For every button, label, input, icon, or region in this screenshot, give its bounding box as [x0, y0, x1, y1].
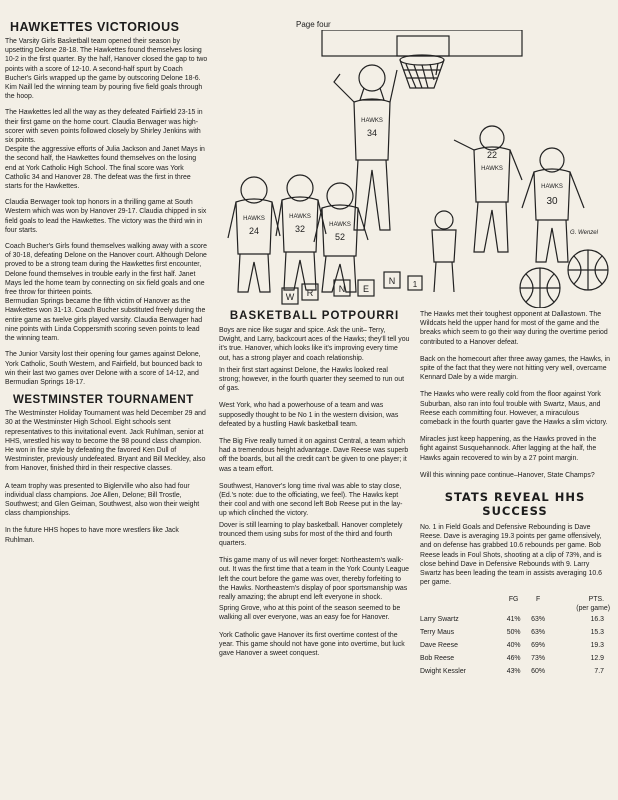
table-row [420, 626, 610, 639]
jersey-number: 22 [486, 150, 498, 160]
left-column [5, 20, 208, 553]
player-fg: 46% [506, 655, 521, 663]
player-name: Terry Maus [420, 629, 455, 637]
stats-header-f: F [535, 596, 541, 604]
right-column [420, 310, 610, 678]
jersey-number: 52 [334, 232, 346, 242]
backboard [322, 30, 522, 56]
jersey-text: HAWKS [361, 118, 383, 124]
player-name: Larry Swartz [420, 616, 459, 624]
game-recap-paragraph: Back on the homecourt after three away games, the Hawks, in spite of the fact that they were not hitting very well, overcame Kennard Dale by a wide margin. [420, 355, 610, 382]
toy-block-letter: N [388, 276, 396, 286]
stats-header-pts: PTS. [588, 596, 604, 604]
player-f: 63% [531, 616, 545, 624]
toy-block-letter: 1 [412, 280, 418, 289]
hawkettes-paragraph: The Varsity Girls Basketball team opened their season by upsetting Delone 28-18. The Hawkettes found themselves losing 10-2 in the first quarter. By the half, Hanover closed the gap to two points with a score of 12-10. A second-half spurt by Coach Bucher's Girls wrapped up the game by outscoring Delone 18-6. Kim Naill led the winning team by pouring five field goals through the hoop. [5, 38, 208, 101]
illustrator-signature: G. Wenzel [570, 230, 598, 236]
player-pts: 7.7 [594, 668, 604, 676]
player-fg: 41% [506, 616, 521, 624]
toy-block-letter: W [285, 292, 295, 302]
hawkettes-paragraph: The Junior Varsity lost their opening four games against Delone, York Catholic, South Western, and Fairfield, but bounced back to win their last two games over Delone with a score of 14-12, and Bermudian Springs 18-17. [5, 351, 203, 386]
potpourri-paragraph: This game many of us will never forget: Northeastern's walk-out. It was the first time that a team in the York County League left the court before the game was over, thereby forfeiting to the Hawks. Northeastern's display of poor sportsmanship was really amazing; the abrupt end left everyone in shock. [219, 557, 409, 602]
player-pts: 15.3 [590, 629, 604, 637]
jersey-text: HAWKS [289, 214, 311, 220]
jersey-text: HAWKS [243, 216, 265, 222]
stats-header-fg: FG [508, 596, 519, 604]
stats-subheader: (per game) [576, 605, 610, 613]
player-pts: 12.9 [590, 655, 604, 663]
potpourri-paragraph: In their first start against Delone, the Hawks looked real strong; however, in the fourth quarter they seemed to run out of gas. [219, 366, 405, 393]
stats-headline: STATS REVEAL HHS SUCCESS [444, 490, 586, 519]
player-fg: 43% [506, 668, 521, 676]
toy-block-letter: E [362, 284, 370, 294]
game-recap-paragraph: Will this winning pace continue–Hanover, State Champs? [420, 471, 595, 479]
westminster-paragraph: The Westminster Holiday Tournament was held December 29 and 30 at the Westminster High School. Eight schools sent representatives to this invitational event. Jack Ruhlman, senior at HHS, wrestled his way to become the 98 pound class champion. He won in fine style by defeating the favored Ken Dull of Westminster, previously undefeated. Bryant and Bill Meckley, also from Hanover, finished third in their respective classes. [5, 410, 206, 473]
hawkettes-paragraph: Coach Bucher's Girls found themselves walking away with a score of 30-18, defeating Delone on the Hanover court. Although Delone proved to be a strong team during the Hawkettes first encounter, Delone found themselves in trouble early in the first half. Janet Mays led the home team by connecting on six field goals and one free throw for thirteen points. [5, 243, 207, 297]
hawkettes-paragraph: Despite the aggressive efforts of Julia Jackson and Janet Mays in the second half, the Hawkettes found themselves on the losing end at York Catholic High School. The final score was York Catholic 34 and Hanover 28. The defeat was the first in three starts for the Hawkettes. [5, 146, 205, 191]
hawkettes-paragraph: Claudia Berwager took top honors in a thrilling game at South Western which was won by Hanover 29-17. Claudia chipped in six field goals to lead the Hawkettes. The victory was the third win in four starts. [5, 199, 207, 234]
table-row [420, 639, 610, 652]
table-row [420, 665, 610, 678]
jersey-text: HAWKS [329, 222, 351, 228]
potpourri-headline: BASKETBALL POTPOURRI [229, 310, 400, 322]
stats-subheader-row [420, 604, 610, 613]
hawkettes-paragraph: The Hawkettes led all the way as they defeated Fairfield 23-15 in their first game on the home court. Claudia Berwager was high-scorer with seven points followed closely by Shirley Jenkins with six points. [5, 109, 203, 145]
potpourri-paragraph: West York, who had a powerhouse of a team and was supposedly thought to be No 1 in the western division, was defeated by a hustling Hawk basketball team. [219, 402, 399, 428]
page-number: Page four [296, 20, 331, 29]
player-f: 73% [531, 655, 545, 663]
potpourri-paragraph: York Catholic gave Hanover its first overtime contest of the year. This game should not have gone into overtime, but luck gave Hanover a sweet conquest. [219, 631, 405, 658]
jersey-number: 34 [366, 128, 378, 138]
stats-header-name [420, 595, 501, 604]
westminster-paragraph: A team trophy was presented to Biglerville who also had four individual class champions. Joe Allen, Delone; Bill Trostle, Southwest; and Glen Geiman, Southwest, also won their weight class championships. [5, 482, 200, 518]
hawkettes-headline: HAWKETTES VICTORIOUS [10, 20, 180, 34]
player-name: Bob Reese [420, 655, 455, 663]
player-stats-table [420, 595, 610, 678]
game-recap-paragraph: Miracles just keep happening, as the Hawks proved in the fight against Susquehannock. After lagging at the half, the Hawks again recovered to win by a 27 point margin. [420, 436, 597, 462]
jersey-text: HAWKS [541, 184, 563, 190]
stats-header-row [420, 595, 610, 604]
player-name: Dwight Kessler [420, 668, 466, 676]
stats-paragraph: No. 1 in Field Goals and Defensive Rebounding is Dave Reese. Dave is averaging 19.3 points per game offensively, and on defense has grabbed 10.6 rebounds per game. Bob Reese leads in Foul Shots, shooting at a clip of 73%, and is close behind Dave in Defensive Rebounds with 9. Larry Swartz has been leading the team in assists averaging 10.6 per game. [420, 524, 602, 587]
player-name: Dave Reese [420, 642, 458, 650]
player-fg: 40% [506, 642, 521, 650]
potpourri-paragraph: Boys are nice like sugar and spice. Ask the unit– Terry, Dwight, and Larry, backcourt aces of the Hawks; they'll tell you it's true. Hanover, which looks like it's improving every time out, has a strong player and coach relationship. [219, 327, 410, 362]
player-f: 63% [531, 629, 545, 637]
toy-block-letter: N [338, 284, 346, 294]
potpourri-paragraph: The Big Five really turned it on against Central, a team which had a tremendous height advantage. Dave Reese was superb off the boards, but all the credit can't be given to one player; it was a team effort. [219, 438, 409, 473]
player-pts: 16.3 [590, 616, 604, 624]
table-row [420, 652, 610, 665]
toy-block-letter: R [306, 288, 314, 298]
jersey-number: 30 [546, 196, 558, 207]
westminster-paragraph: In the future HHS hopes to have more wrestlers like Jack Ruhlman. [5, 527, 179, 544]
game-recap-paragraph: The Hawks who were really cold from the floor against York Suburban, also ran into foul trouble with Swartz, Maus, and Reese each committing four. However, a miraculous comeback in the fourth quarter gave the Hawks a slim victory. [420, 391, 608, 427]
player-f: 69% [531, 642, 545, 650]
jersey-number: 24 [248, 226, 260, 236]
potpourri-paragraph: Spring Grove, who at this point of the season seemed to be walking all over everyone, was an easy foe for Hanover. [219, 605, 401, 622]
game-recap-paragraph: The Hawks met their toughest opponent at Dallastown. The Wildcats held the upper hand for most of the game and the breaks which seem to go their way during the overtime period contributed to a Hanover defeat. [420, 311, 608, 346]
potpourri-paragraph: Southwest, Hanover's long time rival was able to stay close, (Ed.'s note: due to the officiating, we feel). The Hawks kept their cool and with one second left Bob Reese put in the lay-up which clinched the victory. [219, 482, 403, 518]
middle-column [219, 310, 410, 666]
net [400, 60, 444, 88]
player-f: 60% [531, 668, 545, 676]
westminster-headline: WESTMINSTER TOURNAMENT [13, 394, 194, 407]
player-pts: 19.3 [590, 642, 604, 650]
jersey-text: HAWKS [481, 166, 503, 172]
basketball-team-illustration [222, 30, 614, 308]
table-row [420, 613, 610, 626]
player-fg: 50% [506, 629, 521, 637]
jersey-number: 32 [294, 224, 306, 234]
potpourri-paragraph: Dover is still learning to play basketball. Hanover completely trounced them using subs for most of the third and fourth quarters. [219, 521, 403, 548]
hawkettes-paragraph: Bermudian Springs became the fifth victim of Hanover as the Hawkettes won 31-13. Coach Bucher substituted freely during the entire game as twelve girls played varsity. Claudia Berwager had nine points with Linda Coppersmith scoring seven points to lead the winning team. [5, 298, 206, 343]
